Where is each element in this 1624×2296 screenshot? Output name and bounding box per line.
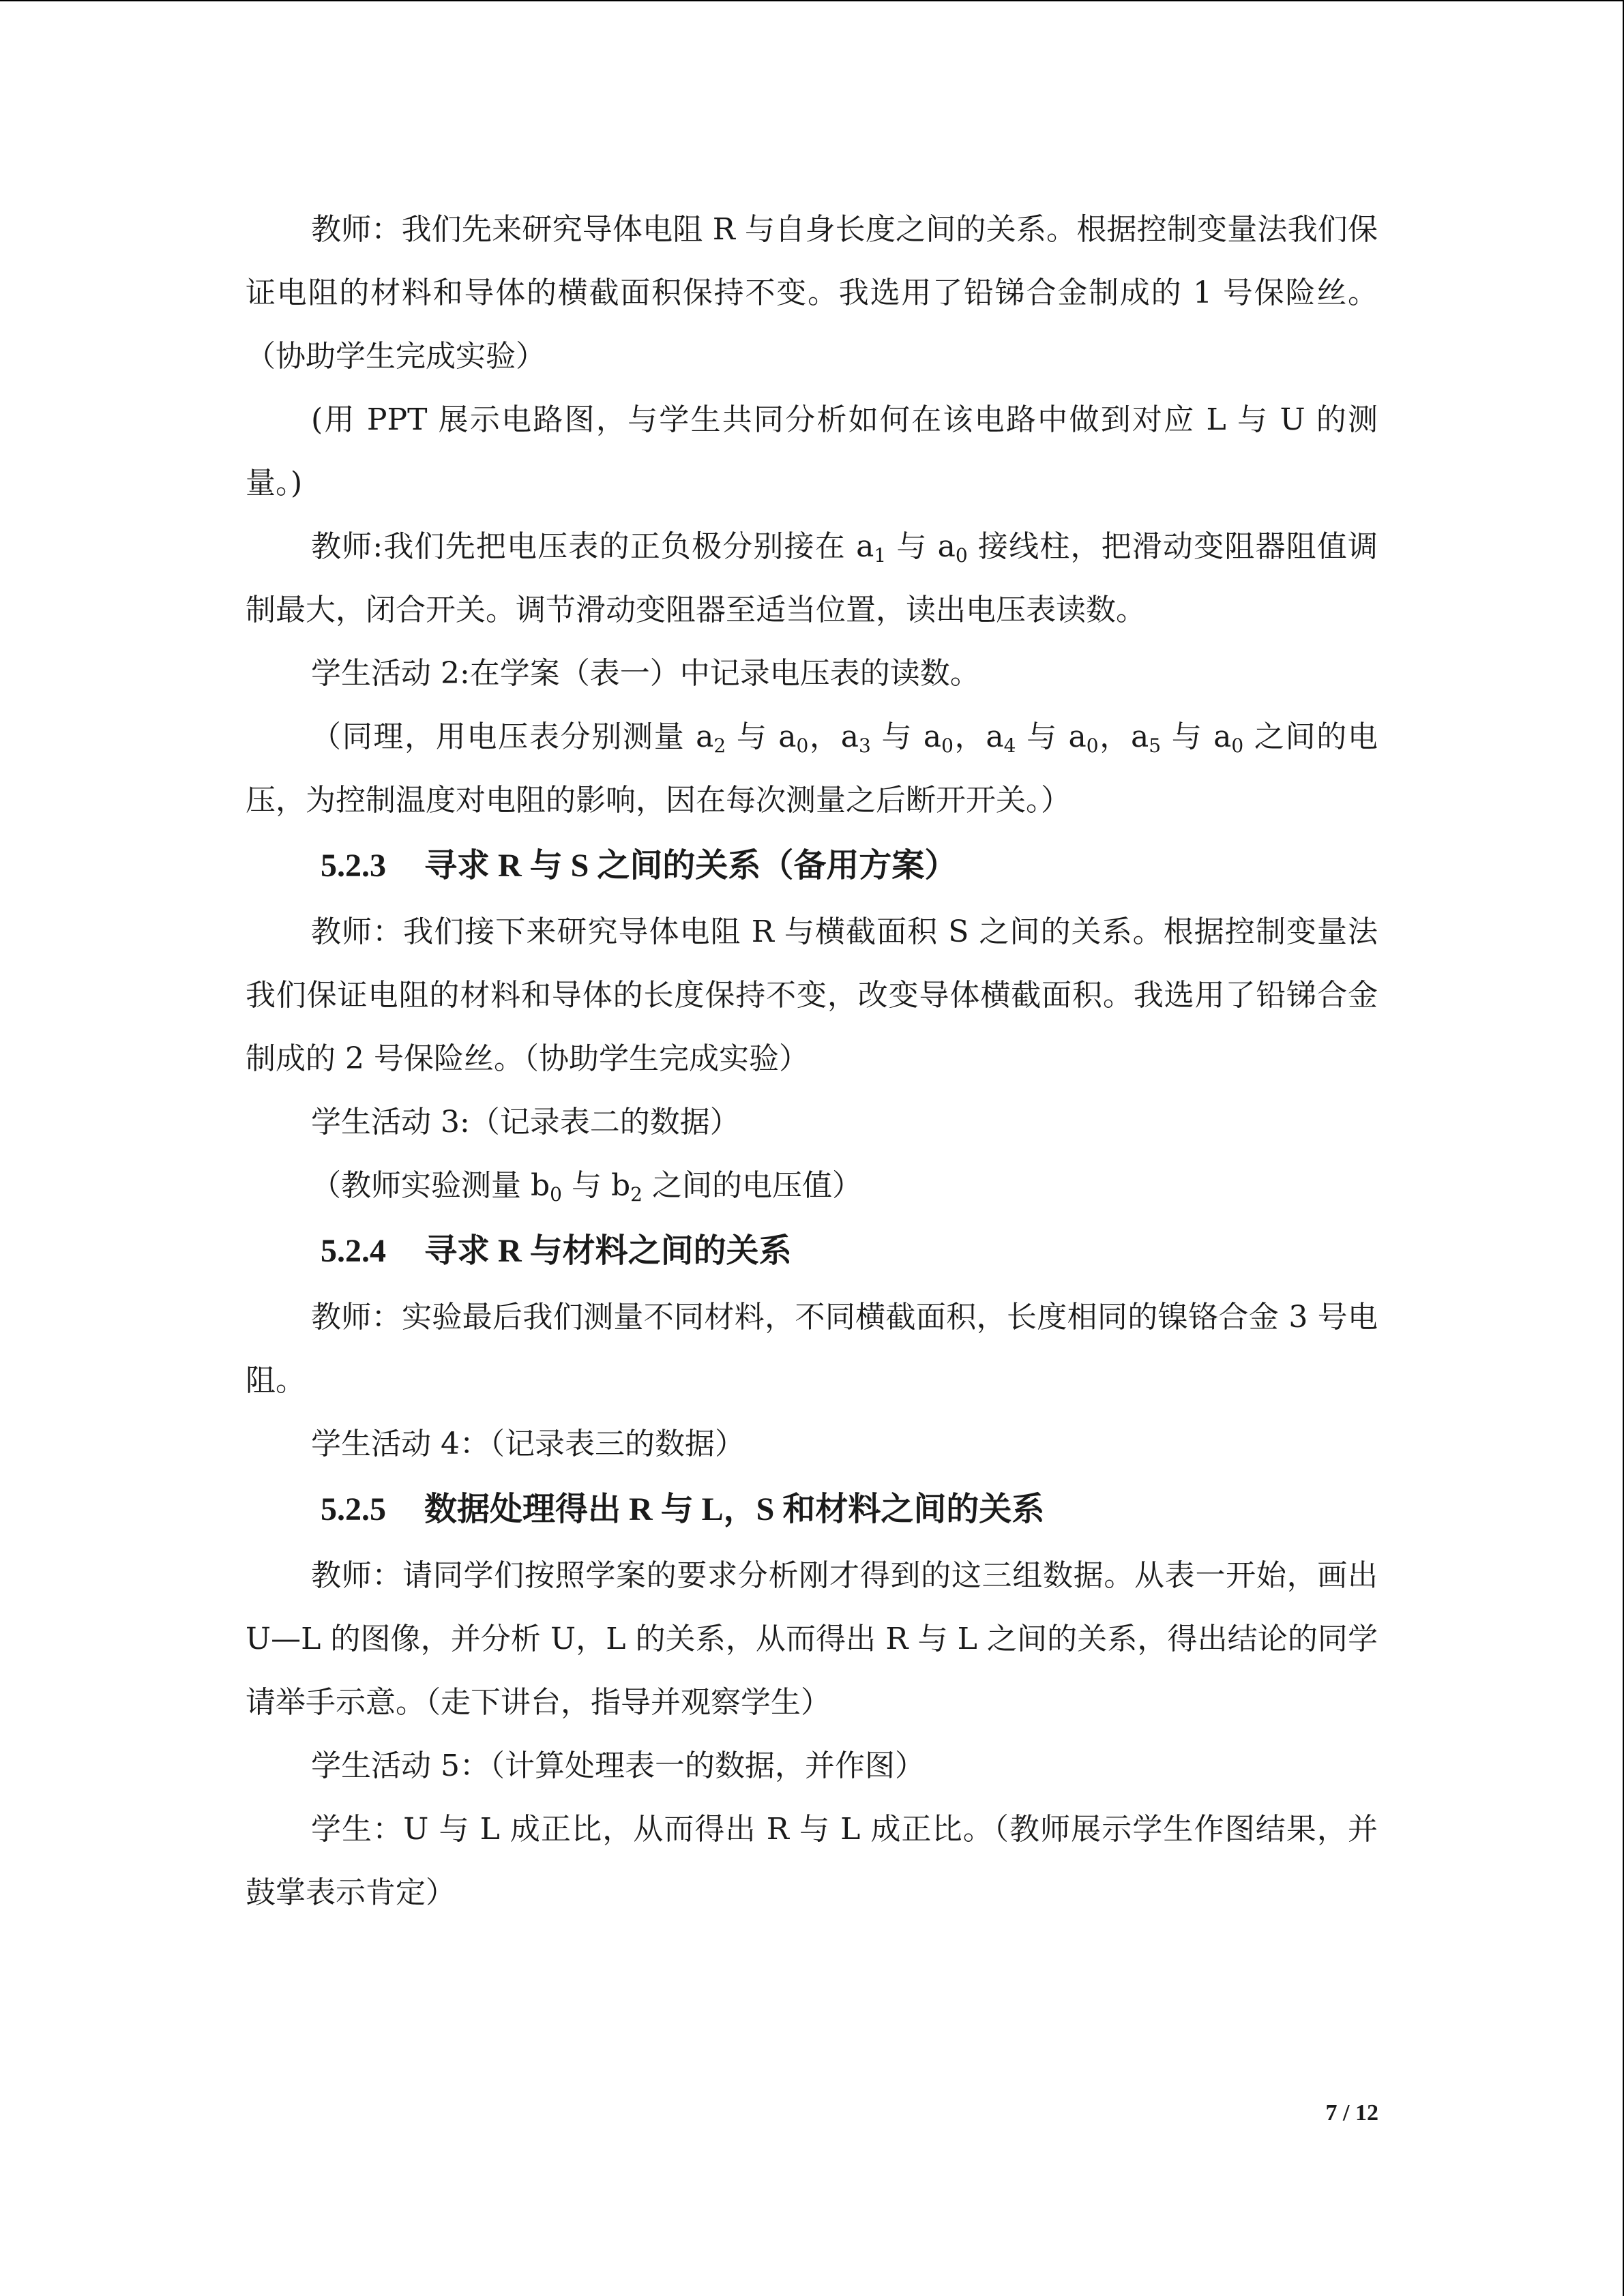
subscript: 2 xyxy=(630,1183,643,1206)
paragraph-teacher-analysis: 教师：请同学们按照学案的要求分析刚才得到的这三组数据。从表一开始，画出 U—L 的图像，并分析 U，L 的关系，从而得出 R 与 L 之间的关系，得出结论的同学请举手示意。（走下讲台，指导并观察学生） xyxy=(246,1558,1378,1720)
text-run: 之间的电压，为控制温度对电阻的影响，因在每次测量之后断开开关。） xyxy=(246,719,1378,818)
subscript: 0 xyxy=(1231,734,1244,757)
text-run: 接线柱，把滑动变阻器阻值调制最大，闭合开关。调节滑动变阻器至适当位置，读出电压表读数。 xyxy=(246,529,1378,627)
text-run: 与 a xyxy=(726,719,797,754)
text-run: 之间的电压值） xyxy=(642,1168,862,1203)
paragraph-student-activity-2: 学生活动 2:在学案（表一）中记录电压表的读数。 xyxy=(311,656,980,691)
paragraph-teacher-area: 教师：我们接下来研究导体电阻 R 与横截面积 S 之间的关系。根据控制变量法我们保证电阻的材料和导体的长度保持不变，改变导体横截面积。我选用了铅锑合金制成的 2 号保险丝。（协助学生完成实验） xyxy=(246,914,1378,1076)
section-number: 5.2.4 xyxy=(321,1233,386,1269)
subscript: 0 xyxy=(941,734,954,757)
subscript: 0 xyxy=(550,1183,562,1206)
subscript: 5 xyxy=(1149,734,1162,757)
text-run: 与 a xyxy=(870,719,942,754)
paragraph-teacher-material: 教师：实验最后我们测量不同材料，不同横截面积，长度相同的镍铬合金 3 号电阻。 xyxy=(246,1300,1378,1398)
paragraph-student-activity-4: 学生活动 4：（记录表三的数据） xyxy=(311,1427,745,1461)
section-title: 数据处理得出 R 与 L，S 和材料之间的关系 xyxy=(424,1491,1045,1527)
text-run: ，a xyxy=(953,719,1004,754)
section-title: 寻求 R 与材料之间的关系 xyxy=(424,1233,792,1269)
text-run: 与 a xyxy=(1016,719,1087,754)
section-title: 寻求 R 与 S 之间的关系（备用方案） xyxy=(424,848,958,884)
paragraph-student-activity-5: 学生活动 5：（计算处理表一的数据，并作图） xyxy=(311,1748,925,1783)
text-run: （教师实验测量 b xyxy=(311,1168,550,1203)
section-heading-5-2-5 xyxy=(246,1476,1378,1544)
paragraph-student-conclusion: 学生：U 与 L 成正比，从而得出 R 与 L 成正比。（教师展示学生作图结果，并鼓掌表示肯定） xyxy=(246,1812,1378,1910)
paragraph-teacher-measure-b xyxy=(246,1154,1378,1217)
paragraph-student-activity-3: 学生活动 3:（记录表二的数据） xyxy=(311,1105,740,1139)
paragraph-teacher-voltmeter xyxy=(246,515,1378,642)
subscript: 2 xyxy=(713,734,726,757)
paragraph-measure-same xyxy=(246,705,1378,832)
paragraph-teacher-length: 教师：我们先来研究导体电阻 R 与自身长度之间的关系。根据控制变量法我们保证电阻的材料和导体的横截面积保持不变。我选用了铅锑合金制成的 1 号保险丝。（协助学生完成实验） xyxy=(246,212,1378,374)
page-number: 7 / 12 xyxy=(1325,2100,1378,2126)
paragraph-ppt-circuit: (用 PPT 展示电路图，与学生共同分析如何在该电路中做到对应 L 与 U 的测量。) xyxy=(246,402,1378,501)
subscript: 3 xyxy=(858,734,871,757)
subscript: 0 xyxy=(955,544,968,567)
document-body xyxy=(246,198,1378,1924)
subscript: 0 xyxy=(796,734,809,757)
subscript: 1 xyxy=(874,544,887,567)
section-number: 5.2.5 xyxy=(321,1491,386,1527)
text-run: ，a xyxy=(808,719,859,754)
text-run: ，a xyxy=(1098,719,1149,754)
section-heading-5-2-4 xyxy=(246,1217,1378,1285)
subscript: 0 xyxy=(1086,734,1099,757)
text-run: （同理，用电压表分别测量 a xyxy=(311,719,714,754)
text-run: 与 a xyxy=(886,529,956,564)
text-run: 教师:我们先把电压表的正负极分别接在 a xyxy=(311,529,874,564)
section-heading-5-2-3 xyxy=(246,832,1378,900)
subscript: 4 xyxy=(1003,734,1016,757)
text-run: 与 b xyxy=(561,1168,631,1203)
text-run: 与 a xyxy=(1161,719,1232,754)
section-number: 5.2.3 xyxy=(321,848,386,884)
